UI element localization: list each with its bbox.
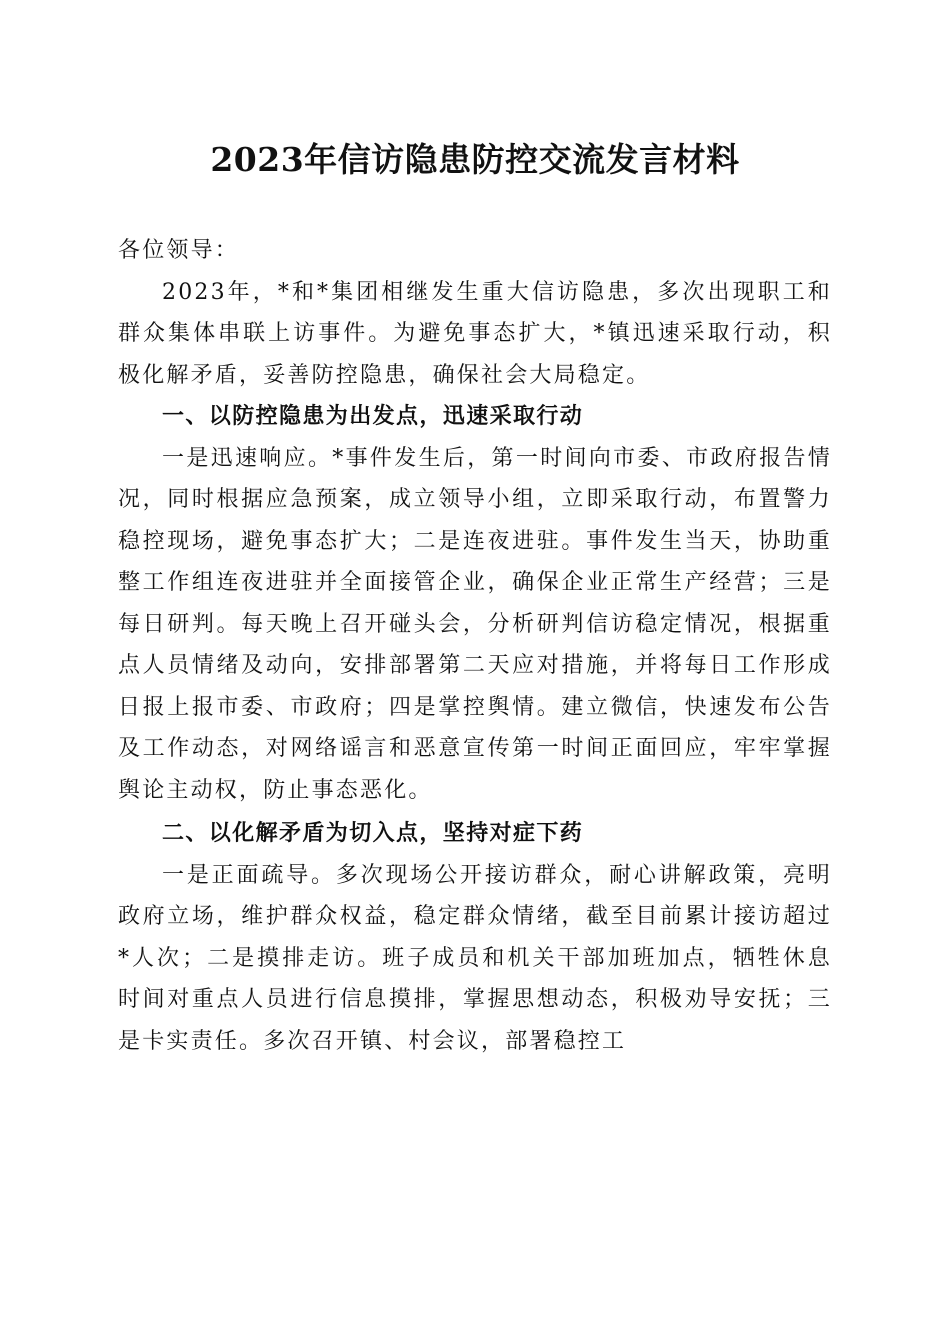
document-body [118,230,832,1062]
section-1-heading: 一、以防控隐患为出发点，迅速采取行动 [162,404,584,429]
intro-paragraph: 2023年，*和*集团相继发生重大信访隐患，多次出现职工和群众集体串联上访事件。为避免事态扩大，*镇迅速采取行动，积极化解矛盾，妥善防控隐患，确保社会大局稳定。 [118,279,832,388]
salutation: 各位领导： [118,238,240,263]
section-2-paragraph: 一是正面疏导。多次现场公开接访群众，耐心讲解政策，亮明政府立场，维护群众权益，稳定群众情绪，截至目前累计接访超过*人次；二是摸排走访。班子成员和机关干部加班加点，牺牲休息时间对重点人员进行信息摸排，掌握思想动态，积极劝导安抚；三是卡实责任。多次召开镇、村会议，部署稳控工 [118,862,832,1054]
section-1-paragraph: 一是迅速响应。*事件发生后，第一时间向市委、市政府报告情况，同时根据应急预案，成立领导小组，立即采取行动，布置警力稳控现场，避免事态扩大；二是连夜进驻。事件发生当天，协助重整工作组连夜进驻并全面接管企业，确保企业正常生产经营；三是每日研判。每天晚上召开碰头会，分析研判信访稳定情况，根据重点人员情绪及动向，安排部署第二天应对措施，并将每日工作形成日报上报市委、市政府；四是掌控舆情。建立微信，快速发布公告及工作动态，对网络谣言和恶意宣传第一时间正面回应，牢牢掌握舆论主动权，防止事态恶化。 [118,445,832,803]
document-title: 2023年信访隐患防控交流发言材料 [210,140,740,179]
section-2-heading: 二、以化解矛盾为切入点，坚持对症下药 [162,821,584,846]
